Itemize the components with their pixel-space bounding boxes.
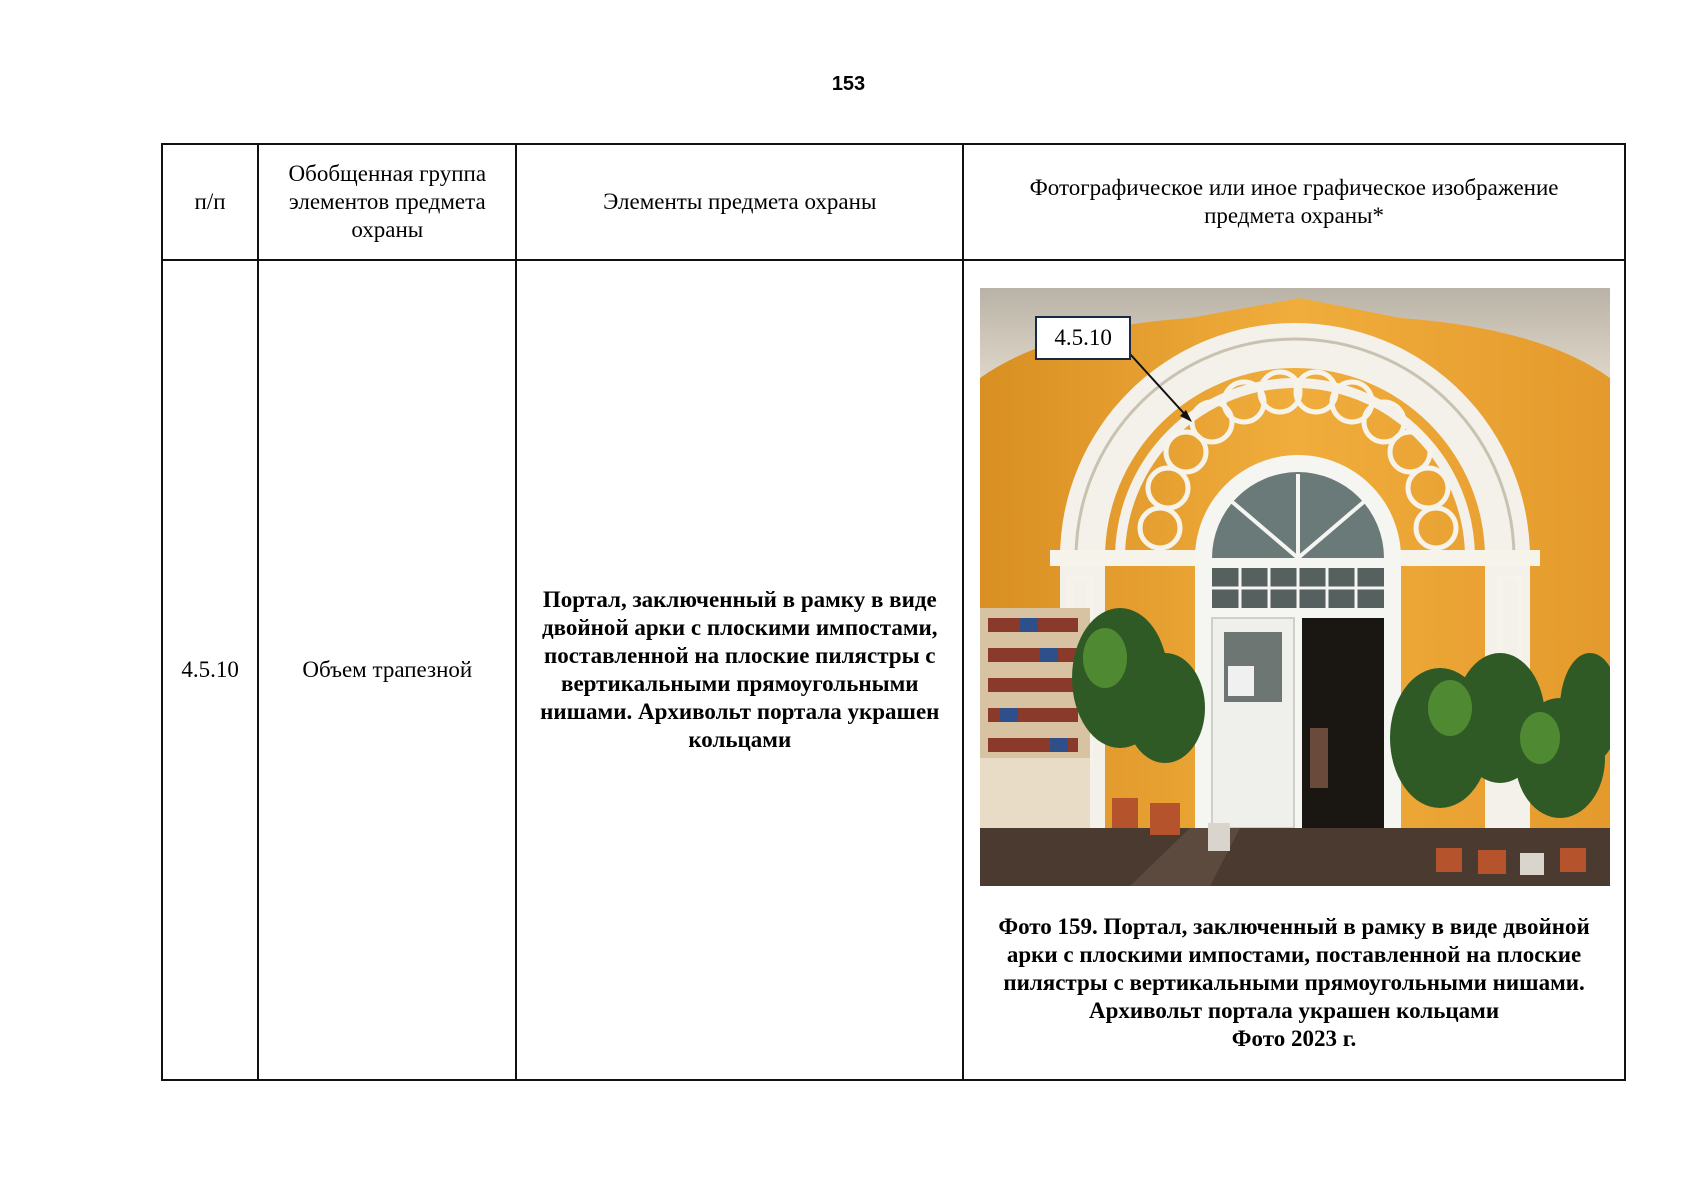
row-number: 4.5.10 <box>181 657 239 682</box>
row-element-description: Портал, заключенный в рамку в виде двойной арки с плоскими импостами, поставленной на плоские пилястры с вертикальными прямоугольными нишами. Архивольт портала украшен кольцами <box>540 587 940 752</box>
photo-caption <box>974 913 1614 1053</box>
portal-photo <box>980 288 1610 886</box>
table-header-row <box>162 144 1625 260</box>
photo-callout-label: 4.5.10 <box>1035 316 1131 360</box>
portal-photo-illustration <box>980 288 1610 886</box>
header-elements: Элементы предмета охраны <box>516 144 963 260</box>
row-group-cell <box>258 260 516 1080</box>
caption-line: Фото 2023 г. <box>1231 1026 1357 1051</box>
caption-line: Архивольт портала украшен кольцами <box>1088 998 1500 1023</box>
caption-line: арки с плоскими импостами, поставленной на плоские <box>1006 942 1582 967</box>
header-photo: Фотографическое или иное графическое изображение предмета охраны* <box>963 144 1625 260</box>
row-photo-cell <box>963 260 1625 1080</box>
caption-line: Фото 159. Портал, заключенный в рамку в виде двойной <box>998 914 1590 939</box>
header-number: п/п <box>162 144 258 260</box>
row-element-cell <box>516 260 963 1080</box>
page-number: 153 <box>831 73 866 95</box>
protection-subject-table <box>161 143 1626 1081</box>
row-group: Объем трапезной <box>302 657 473 682</box>
row-number-cell <box>162 260 258 1080</box>
caption-line: пилястры с вертикальными прямоугольными нишами. <box>1003 970 1585 995</box>
header-group: Обобщенная группа элементов предмета охраны <box>258 144 516 260</box>
table-row <box>162 260 1625 1080</box>
